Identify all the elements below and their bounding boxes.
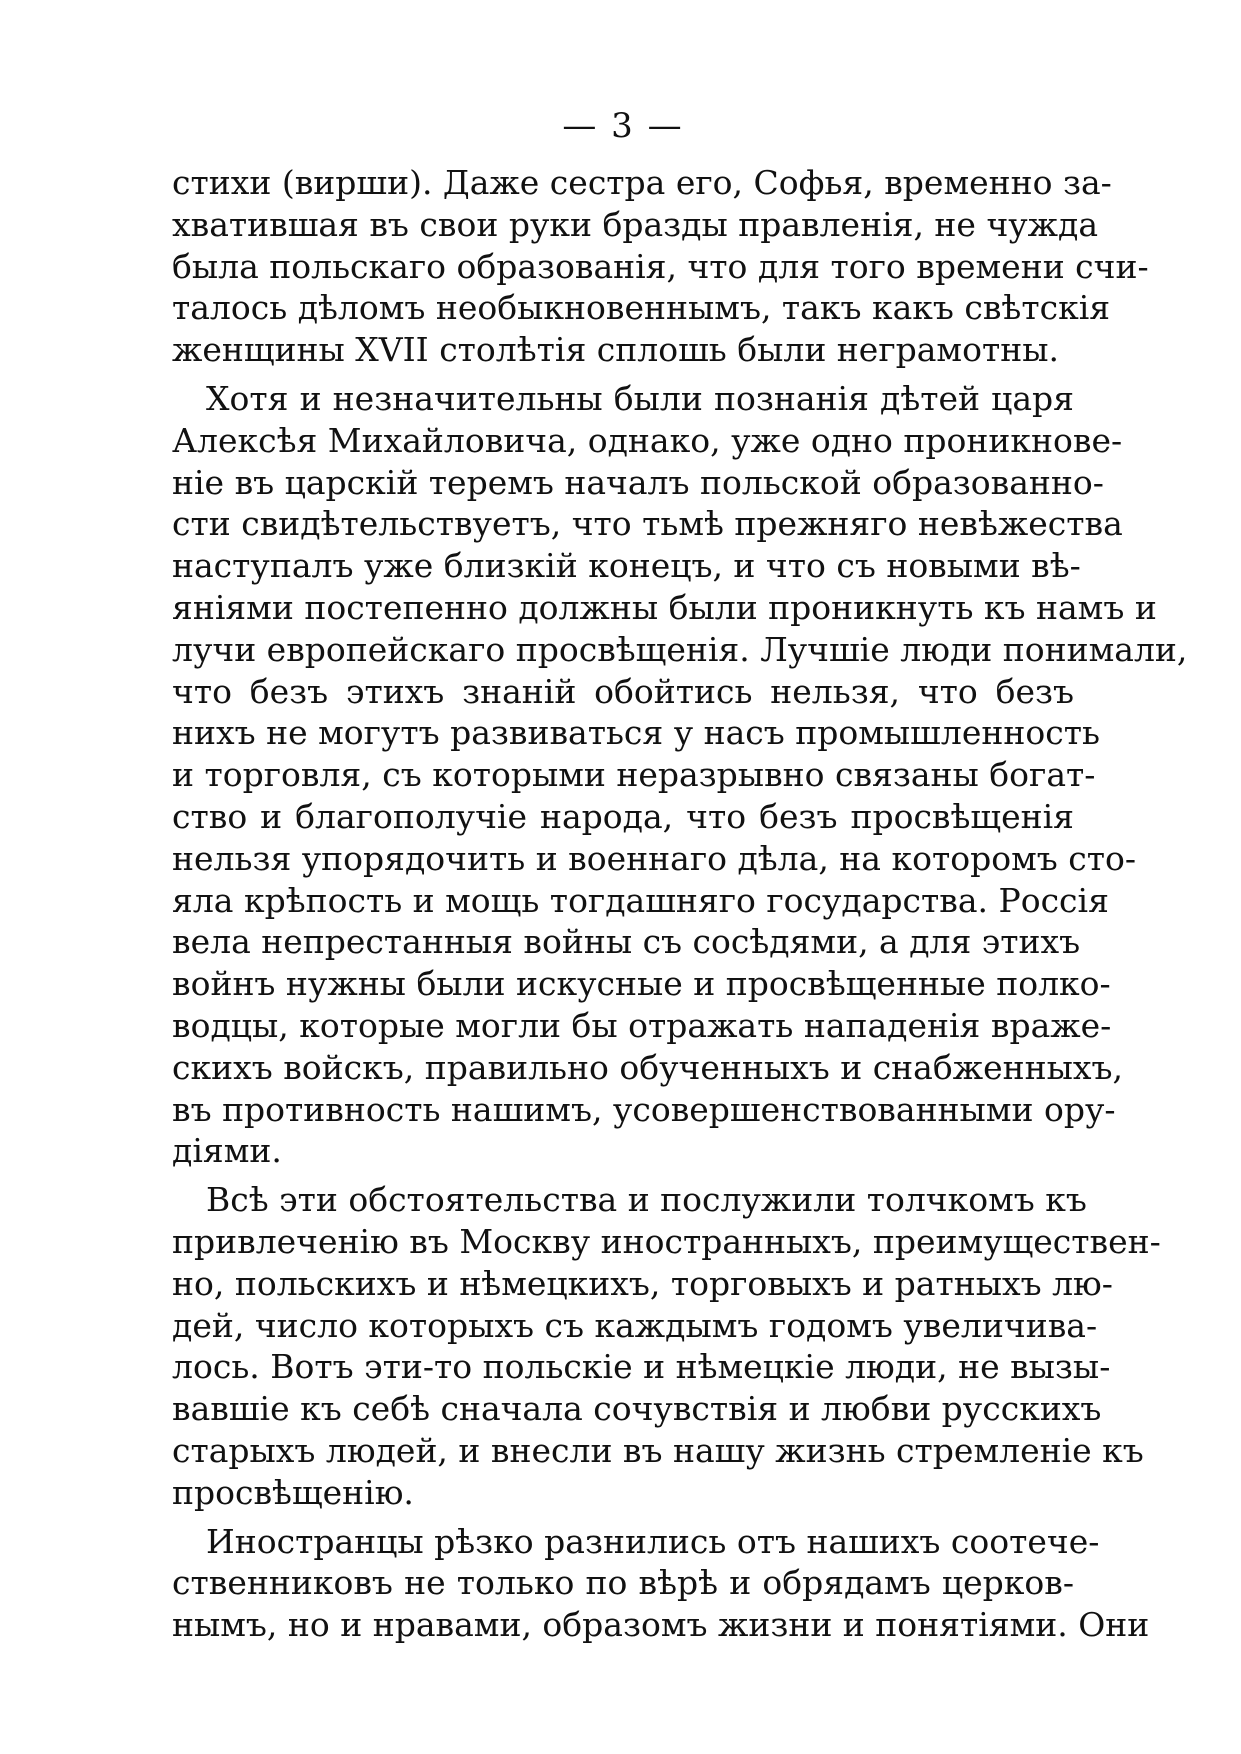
- text-line: и торговля, съ которыми неразрывно связаны богат-: [172, 755, 1096, 795]
- text-line: яніями постепенно должны были проникнуть къ намъ и: [172, 587, 1157, 627]
- page-number: — 3 —: [562, 106, 684, 146]
- text-line: вела непрестанныя войны съ сосѣдями, а для этихъ: [172, 922, 1081, 962]
- text-line: скихъ войскъ, правильно обученныхъ и снабженныхъ,: [172, 1047, 1123, 1087]
- text-line: Алексѣя Михайловича, однако, уже одно проникнове-: [172, 420, 1123, 460]
- text-line: нельзя упорядочить и военнаго дѣла, на которомъ сто-: [172, 838, 1136, 878]
- text-line: нихъ не могутъ развиваться у насъ промышленность: [172, 713, 1100, 753]
- text-line: была польскаго образованія, что для того времени счи-: [172, 246, 1149, 286]
- paragraph: [172, 1179, 1161, 1513]
- text-line: ственниковъ не только по вѣрѣ и обрядамъ церков-: [172, 1563, 1074, 1603]
- text-line: въ противность нашимъ, усовершенствованными ору-: [172, 1089, 1116, 1129]
- paragraph: [172, 1521, 1150, 1646]
- book-page: [172, 96, 1188, 1653]
- page-text-body: [172, 162, 1188, 1646]
- text-line: дей, число которыхъ съ каждымъ годомъ увеличива-: [172, 1305, 1098, 1345]
- text-line: наступалъ уже близкій конецъ, и что съ новыми вѣ-: [172, 546, 1081, 586]
- text-line: водцы, которые могли бы отражать нападенія враже-: [172, 1005, 1112, 1045]
- text-line: стихи (вирши). Даже сестра его, Софья, временно за-: [172, 163, 1112, 202]
- text-line: но, польскихъ и нѣмецкихъ, торговыхъ и ратныхъ лю-: [172, 1263, 1113, 1303]
- paragraph: [172, 378, 1188, 1172]
- text-line: ніе въ царскій теремъ началъ польской образованно-: [172, 462, 1104, 502]
- text-line: Всѣ эти обстоятельства и послужили толчкомъ къ: [206, 1180, 1087, 1220]
- text-line: діями.: [172, 1131, 282, 1171]
- text-line: старыхъ людей, и внесли въ нашу жизнь стремленіе къ: [172, 1430, 1144, 1470]
- text-line: привлеченію въ Москву иностранныхъ, преимуществен-: [172, 1221, 1161, 1261]
- text-line: лось. Вотъ эти-то польскіе и нѣмецкіе люди, не вызы-: [172, 1347, 1111, 1387]
- text-line: нымъ, но и нравами, образомъ жизни и понятіями. Они: [172, 1605, 1150, 1645]
- text-line: яла крѣпость и мощь тогдашняго государства. Россія: [172, 880, 1109, 920]
- text-line: вавшіе къ себѣ сначала сочувствія и любви русскихъ: [172, 1389, 1102, 1429]
- text-line: ство и благополучіе народа, что безъ просвѣщенія: [172, 796, 1074, 836]
- paragraph: [172, 162, 1149, 371]
- text-line: сти свидѣтельствуетъ, что тьмѣ прежняго невѣжества: [172, 504, 1123, 544]
- text-line: просвѣщенію.: [172, 1472, 414, 1512]
- text-line: женщины XVII столѣтія сплошь были неграмотны.: [172, 330, 1059, 370]
- text-line: лучи европейскаго просвѣщенія. Лучшіе люди понимали,: [172, 629, 1188, 669]
- text-line: войнъ нужны были искусные и просвѣщенные полко-: [172, 964, 1111, 1004]
- text-line: талось дѣломъ необыкновеннымъ, такъ какъ свѣтскія: [172, 288, 1111, 328]
- text-line: хватившая въ свои руки бразды правленія, не чужда: [172, 204, 1099, 244]
- text-line: что безъ этихъ знаній обойтись нельзя, что безъ: [172, 671, 1074, 711]
- text-line: Иностранцы рѣзко разнились отъ нашихъ соотече-: [206, 1521, 1100, 1561]
- text-line: Хотя и незначительны были познанія дѣтей царя: [206, 378, 1074, 418]
